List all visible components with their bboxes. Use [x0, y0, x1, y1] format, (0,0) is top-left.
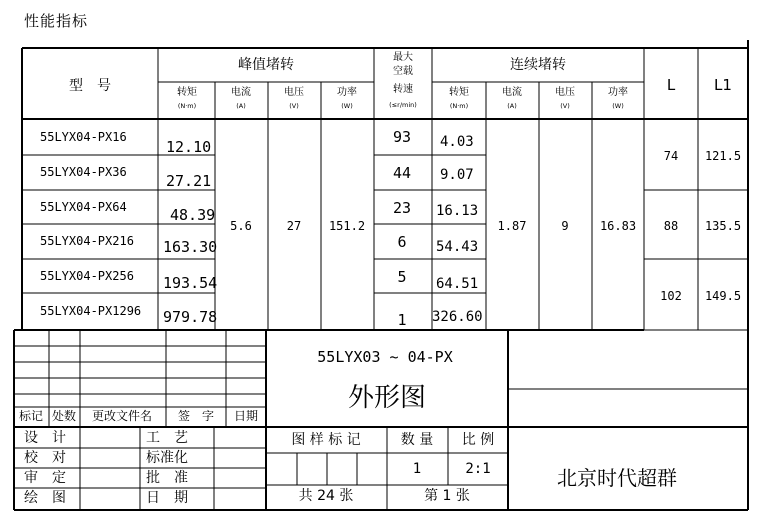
header-model: 型 号	[69, 78, 111, 94]
rev-label-count: 处数	[51, 409, 77, 423]
row-1-peak-torque: 12.10	[166, 138, 212, 156]
quantity-label: 数 量	[400, 432, 434, 448]
role-design: 设 计	[24, 430, 66, 446]
header-peak-current: 电流	[231, 87, 251, 98]
dim-2-L1: 135.5	[704, 219, 742, 233]
rev-label-signature: 签 字	[177, 409, 215, 423]
header-cont-voltage-unit: (V)	[560, 102, 570, 110]
header-peak-power-unit: (W)	[341, 102, 353, 110]
total-sheets: 共 24 张	[298, 488, 354, 504]
header-cont-torque-unit: (N·m)	[449, 102, 469, 110]
scale-label: 比 例	[461, 432, 495, 448]
header-cont-power-unit: (W)	[612, 102, 624, 110]
row-6-cont-torque: 326.60	[432, 309, 483, 325]
header-no-load-speed-line3: 转速	[393, 84, 413, 95]
row-4-model: 55LYX04-PX216	[40, 234, 134, 248]
drawing-title: 外形图	[347, 383, 427, 413]
header-peak-stall: 峰值堵转	[238, 57, 294, 73]
role-date: 日 期	[146, 490, 188, 506]
row-4-speed: 6	[397, 233, 407, 251]
row-5-cont-torque: 64.51	[436, 276, 479, 292]
rev-label-change-doc: 更改文件名	[91, 409, 153, 423]
row-1-speed: 93	[392, 128, 412, 146]
dim-1-L1: 121.5	[704, 149, 742, 163]
rev-label-date: 日期	[233, 409, 259, 423]
row-1-cont-torque: 4.03	[440, 134, 474, 150]
row-5-speed: 5	[397, 268, 407, 286]
role-draw: 绘 图	[24, 490, 66, 506]
row-3-speed: 23	[392, 199, 412, 217]
row-2-speed: 44	[392, 164, 412, 182]
rev-label-mark: 标记	[18, 409, 44, 423]
header-peak-torque: 转矩	[177, 87, 197, 98]
header-cont-current-unit: (A)	[507, 102, 517, 110]
row-2-cont-torque: 9.07	[440, 167, 474, 183]
peak-current-value: 5.6	[230, 219, 252, 233]
header-peak-power: 功率	[337, 87, 357, 98]
dim-1-L: 74	[663, 149, 679, 163]
header-peak-voltage: 电压	[284, 87, 304, 98]
header-peak-current-unit: (A)	[236, 102, 246, 110]
role-review: 审 定	[24, 470, 66, 486]
row-2-peak-torque: 27.21	[166, 172, 212, 190]
header-speed-unit: (≤r/min)	[389, 101, 417, 109]
stage-mark-label: 图 样 标 记	[291, 432, 361, 448]
row-6-model: 55LYX04-PX1296	[40, 304, 142, 318]
header-no-load-speed-line1: 最大	[393, 52, 413, 63]
row-6-peak-torque: 979.78	[163, 308, 218, 326]
row-4-peak-torque: 163.30	[163, 238, 218, 256]
cont-current-value: 1.87	[497, 219, 527, 233]
row-3-cont-torque: 16.13	[436, 203, 479, 219]
header-cont-torque: 转矩	[449, 87, 469, 98]
sheet-number: 第 1 张	[424, 488, 470, 504]
row-2-model: 55LYX04-PX36	[40, 165, 127, 179]
dim-3-L: 102	[660, 289, 682, 303]
row-4-cont-torque: 54.43	[436, 239, 479, 255]
dim-2-L: 88	[663, 219, 679, 233]
section-heading: 性能指标	[24, 12, 89, 30]
role-check: 校 对	[24, 450, 66, 466]
header-cont-voltage: 电压	[555, 87, 575, 98]
header-L: L	[666, 76, 676, 94]
header-peak-torque-unit: (N·m)	[177, 102, 197, 110]
peak-voltage-value: 27	[286, 219, 302, 233]
cont-voltage-value: 9	[561, 219, 569, 233]
row-5-model: 55LYX04-PX256	[40, 269, 134, 283]
scale-value: 2:1	[465, 461, 491, 477]
role-process: 工 艺	[146, 430, 188, 446]
header-cont-power: 功率	[608, 87, 628, 98]
cont-power-value: 16.83	[599, 219, 637, 233]
row-3-model: 55LYX04-PX64	[40, 200, 127, 214]
header-no-load-speed-line2: 空载	[393, 66, 413, 77]
row-3-peak-torque: 48.39	[170, 206, 216, 224]
role-standardization: 标准化	[146, 450, 188, 466]
company-name: 北京时代超群	[557, 466, 677, 490]
peak-power-value: 151.2	[328, 219, 366, 233]
row-6-speed: 1	[397, 311, 407, 329]
quantity-value: 1	[412, 461, 422, 477]
header-L1: L1	[714, 76, 732, 94]
header-peak-voltage-unit: (V)	[289, 102, 299, 110]
header-continuous-stall: 连续堵转	[510, 57, 566, 73]
role-approve: 批 准	[146, 470, 188, 486]
header-cont-current: 电流	[502, 87, 522, 98]
dim-3-L1: 149.5	[704, 289, 742, 303]
drawing-number: 55LYX03 ~ 04-PX	[317, 348, 453, 366]
row-5-peak-torque: 193.54	[163, 274, 218, 292]
row-1-model: 55LYX04-PX16	[40, 130, 127, 144]
